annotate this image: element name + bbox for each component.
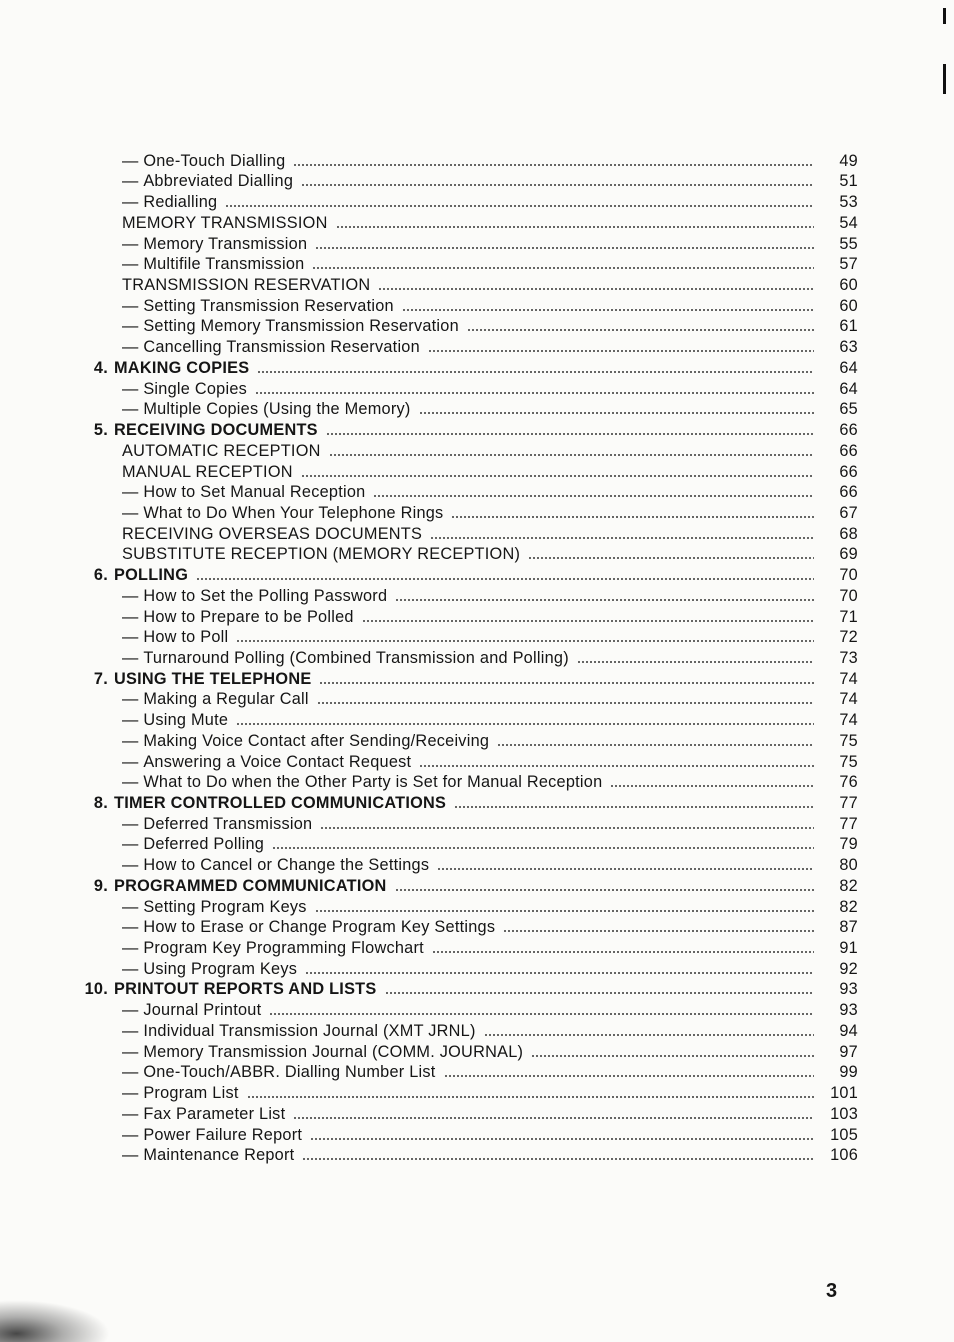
toc-entry [78,917,858,938]
toc-entry-title: — Multifile Transmission [122,254,304,274]
toc-entry [78,336,858,357]
toc-entry-number: 6. [93,566,108,585]
toc-entry-page: 64 [839,358,858,377]
toc-entry-title: — Maintenance Report [122,1145,294,1165]
dot-leader [467,329,814,331]
dot-leader [454,806,814,808]
toc-entry-page: 97 [839,1042,858,1061]
dot-leader [610,785,814,787]
toc-entry [78,150,858,171]
dot-leader [395,599,814,601]
toc-entry-page: 64 [839,379,858,398]
toc-entry-page: 92 [839,959,858,978]
toc-entry [78,792,858,813]
toc-entry-page: 93 [839,1001,858,1020]
toc-entry-title: — Individual Transmission Journal (XMT JRNL) [122,1021,476,1041]
toc-entry [78,544,858,565]
toc-entry-title: — Program List [122,1083,239,1103]
toc-entry-number: 4. [93,358,108,377]
toc-entry [78,378,858,399]
toc-entry [78,1020,858,1041]
dot-leader [257,371,814,373]
toc-entry-page: 66 [839,462,858,481]
dot-leader [577,661,814,663]
toc-entry-page: 61 [839,317,858,336]
toc-entry-title: MEMORY TRANSMISSION [122,213,328,232]
dot-leader [310,1138,814,1140]
toc-entry-title: — How to Cancel or Change the Settings [122,855,429,875]
toc-entry-page: 99 [839,1063,858,1082]
toc-entry-page: 74 [839,669,858,688]
toc-entry-title: — How to Set Manual Reception [122,482,365,502]
toc-entry [78,564,858,585]
toc-entry [78,1124,858,1145]
dot-leader [451,516,814,518]
dot-leader [395,889,814,891]
table-of-contents [78,150,858,1165]
toc-entry [78,875,858,896]
toc-entry-title: — Setting Transmission Reservation [122,296,394,316]
toc-entry-title: AUTOMATIC RECEPTION [122,441,321,460]
toc-entry-page: 60 [839,276,858,295]
dot-leader [326,433,814,435]
toc-entry-title: — Answering a Voice Contact Request [122,752,411,772]
toc-entry-title: — Single Copies [122,379,247,399]
dot-leader [269,1013,814,1015]
dot-leader [378,288,814,290]
toc-entry-page: 67 [839,503,858,522]
toc-entry-title: — Setting Program Keys [122,897,307,917]
toc-entry-page: 75 [839,731,858,750]
toc-entry-title: RECEIVING OVERSEAS DOCUMENTS [122,524,423,543]
dot-leader [302,1158,814,1160]
dot-leader [236,640,814,642]
toc-entry-page: 66 [839,483,858,502]
toc-entry-title: — Deferred Polling [122,834,264,854]
toc-entry-page: 53 [839,193,858,212]
toc-entry [78,979,858,1000]
dot-leader [225,205,814,207]
toc-entry-page: 57 [839,255,858,274]
toc-entry-page: 76 [839,773,858,792]
dot-leader [293,164,814,166]
dot-leader [247,1096,814,1098]
dot-leader [301,184,814,186]
toc-entry [78,482,858,503]
dot-leader [419,765,814,767]
toc-entry-page: 106 [830,1146,858,1165]
toc-entry-number: 5. [93,421,108,440]
toc-entry-title: PRINTOUT REPORTS AND LISTS [114,980,377,999]
toc-entry [78,233,858,254]
toc-entry-title: — How to Prepare to be Polled [122,607,354,627]
toc-entry-page: 65 [839,400,858,419]
toc-entry-page: 66 [839,421,858,440]
toc-entry-title: — Turnaround Polling (Combined Transmission and Polling) [122,648,569,668]
toc-entry-title: — Setting Memory Transmission Reservation [122,316,459,336]
toc-entry-page: 71 [839,607,858,626]
toc-entry [78,171,858,192]
toc-entry-title: PROGRAMMED COMMUNICATION [114,876,387,895]
toc-entry [78,627,858,648]
dot-leader [362,620,814,622]
toc-entry [78,1145,858,1166]
toc-entry-title: — Memory Transmission Journal (COMM. JOURNAL) [122,1042,523,1062]
toc-entry-page: 93 [839,980,858,999]
toc-entry [78,191,858,212]
toc-entry-title: — Fax Parameter List [122,1104,285,1124]
toc-entry-title: — Using Mute [122,710,228,730]
toc-entry [78,585,858,606]
toc-entry-title: — One-Touch Dialling [122,151,285,171]
toc-entry [78,440,858,461]
dot-leader [255,392,814,394]
toc-entry [78,813,858,834]
toc-entry-title: — How to Poll [122,627,228,647]
dot-leader [315,247,814,249]
dot-leader [503,930,814,932]
toc-entry-title: POLLING [114,566,189,585]
toc-entry [78,274,858,295]
toc-entry-page: 105 [830,1125,858,1144]
dot-leader [430,537,814,539]
toc-entry-number: 8. [93,794,108,812]
dot-leader [385,992,815,994]
toc-entry-page: 80 [839,856,858,875]
toc-entry [78,502,858,523]
toc-entry-number: 10. [84,980,108,999]
dot-leader [293,1117,814,1119]
toc-entry-title: — Using Program Keys [122,959,297,979]
toc-entry-title: SUBSTITUTE RECEPTION (MEMORY RECEPTION) [122,545,521,564]
toc-entry [78,709,858,730]
page-number: 3 [826,1280,838,1302]
toc-entry [78,751,858,772]
toc-entry-title: — Multiple Copies (Using the Memory) [122,399,411,419]
toc-entry-page: 73 [839,648,858,667]
toc-entry-page: 63 [839,338,858,357]
toc-entry [78,1082,858,1103]
toc-entry [78,399,858,420]
toc-entry-title: USING THE TELEPHONE [114,669,312,688]
scan-mark-middle [943,64,946,94]
toc-entry-page: 82 [839,876,858,895]
toc-entry [78,668,858,689]
toc-entry [78,647,858,668]
dot-leader [272,847,814,849]
toc-entry-page: 69 [839,545,858,564]
dot-leader [497,744,814,746]
scan-mark-top [943,8,946,24]
toc-entry [78,999,858,1020]
toc-entry-page: 82 [839,897,858,916]
toc-entry [78,1041,858,1062]
toc-entry-number: 9. [93,876,108,895]
dot-leader [432,951,814,953]
toc-entry-page: 54 [839,213,858,232]
dot-leader [329,454,814,456]
toc-entry-number: 7. [93,669,108,688]
toc-entry [78,523,858,544]
toc-entry-title: — Program Key Programming Flowchart [122,938,424,958]
dot-leader [531,1055,814,1057]
toc-entry [78,1103,858,1124]
toc-entry [78,254,858,275]
toc-entry [78,419,858,440]
dot-leader [196,578,814,580]
dot-leader [320,827,814,829]
dot-leader [301,475,814,477]
toc-entry-title: — One-Touch/ABBR. Dialling Number List [122,1062,436,1082]
dot-leader [315,910,814,912]
toc-entry [78,606,858,627]
dot-leader [484,1034,814,1036]
toc-entry [78,357,858,378]
dot-leader [312,267,814,269]
toc-entry-title: TIMER CONTROLLED COMMUNICATIONS [114,794,447,812]
toc-entry-page: 72 [839,628,858,647]
toc-entry-page: 75 [839,752,858,771]
toc-entry [78,854,858,875]
scan-smudge [0,1300,110,1342]
dot-leader [236,723,814,725]
toc-entry-page: 70 [839,566,858,585]
toc-entry-title: — How to Set the Polling Password [122,586,387,606]
toc-entry-title: — What to Do When Your Telephone Rings [122,503,443,523]
toc-entry-title: TRANSMISSION RESERVATION [122,276,371,295]
dot-leader [437,868,814,870]
toc-entry [78,958,858,979]
toc-entry [78,937,858,958]
dot-leader [402,309,814,311]
toc-entry-title: — Deferred Transmission [122,814,312,834]
dot-leader [419,412,814,414]
toc-entry [78,834,858,855]
toc-entry-title: — Redialling [122,192,217,212]
toc-entry-title: — Power Failure Report [122,1125,302,1145]
toc-entry [78,730,858,751]
toc-entry-page: 103 [830,1104,858,1123]
toc-entry [78,212,858,233]
toc-entry-page: 77 [839,794,858,812]
toc-entry [78,295,858,316]
toc-entry-title: RECEIVING DOCUMENTS [114,421,318,440]
dot-leader [428,350,814,352]
dot-leader [373,495,814,497]
toc-entry-title: — How to Erase or Change Program Key Settings [122,917,495,937]
toc-entry-page: 77 [839,814,858,833]
toc-entry-title: MANUAL RECEPTION [122,462,293,481]
toc-entry-page: 66 [839,441,858,460]
toc-entry-title: — Abbreviated Dialling [122,171,293,191]
dot-leader [444,1075,814,1077]
toc-entry [78,1062,858,1083]
toc-entry-title: — Making a Regular Call [122,689,309,709]
dot-leader [319,682,814,684]
toc-entry [78,461,858,482]
toc-entry-page: 55 [839,234,858,253]
toc-entry-page: 74 [839,690,858,709]
toc-entry-title: — Journal Printout [122,1000,261,1020]
toc-entry-page: 70 [839,586,858,605]
toc-entry [78,896,858,917]
dot-leader [528,557,814,559]
dot-leader [336,226,814,228]
toc-entry-title: MAKING COPIES [114,358,250,377]
dot-leader [317,702,814,704]
toc-entry-page: 60 [839,296,858,315]
toc-entry-page: 101 [830,1084,858,1103]
toc-entry-title: — What to Do when the Other Party is Set for Manual Reception [122,772,602,792]
toc-entry [78,772,858,793]
toc-entry-page: 51 [839,172,858,191]
toc-entry-page: 87 [839,918,858,937]
toc-entry-page: 68 [839,524,858,543]
toc-entry-page: 79 [839,835,858,854]
toc-entry [78,316,858,337]
toc-entry [78,689,858,710]
toc-entry-title: — Memory Transmission [122,234,307,254]
toc-entry-title: — Making Voice Contact after Sending/Receiving [122,731,489,751]
toc-entry-page: 94 [839,1021,858,1040]
toc-entry-page: 74 [839,711,858,730]
dot-leader [305,972,814,974]
toc-entry-page: 91 [839,939,858,958]
toc-entry-title: — Cancelling Transmission Reservation [122,337,420,357]
toc-entry-page: 49 [839,151,858,170]
